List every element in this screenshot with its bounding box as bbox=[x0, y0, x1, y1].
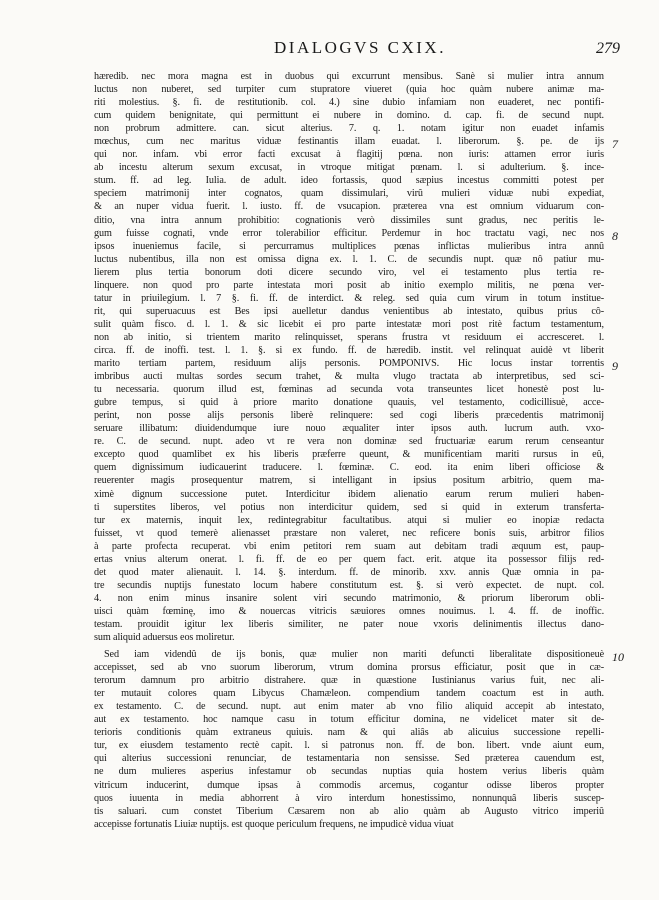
text-line: linquere. non quod pro parte intestata mori posit ab initio exemplo militis, ne pœna ver- bbox=[94, 279, 604, 291]
text-line: uisci quàm fœminę, imo & nouercas vitricis sæuiores omnes nouimus. l. 4. ff. de inoffic. bbox=[94, 605, 604, 617]
text-line: 4. non enim minus insanire solent viri secundo matrimonio, & priorum liberorum obli- bbox=[94, 592, 604, 604]
text-line: ertas vnius alterum onerat. l. fi. ff. de eo per quem fact. erit. atque ita possessor filijs red- bbox=[94, 553, 604, 565]
page-number: 279 bbox=[596, 40, 620, 57]
text-line: ex testamento. C. de secund. nupt. aut enim mater ab vno filio aliquid accepit ab intestato, bbox=[94, 701, 604, 713]
text-line: lierem plus tertia bonorum doti dicere secundo viro, vel ei testamento plus tertia re- bbox=[94, 266, 604, 278]
text-line: Sed iam videndû de ijs bonis, quæ mulier non mariti defuncti liberalitate dispositioneuè bbox=[104, 649, 604, 661]
text-line: à parte profecta recuperat. vbi enim petitori rem suam aut debitam tradi æquum est, paup- bbox=[94, 540, 604, 552]
marginal-note-number: 7 bbox=[612, 137, 618, 152]
text-line: tatur in priuilegium. l. 7 §. fi. ff. de interdict. & releg. sed quia cum virum in totum institue- bbox=[94, 292, 604, 304]
text-line: cum quidem benignitate, qui permittunt ei nubere in domino. d. cap. fi. de secund nupt. bbox=[94, 110, 604, 122]
text-line: testam. prouidit igitur lex liberis similiter, ne pater noue vxoris delinimentis illectus dano- bbox=[94, 618, 604, 630]
marginal-note-number: 8 bbox=[612, 228, 618, 243]
text-line: & an nuper vidua fuerit. l. iusto. ff. de vsucapion. præterea vna est omnium viduarum con- bbox=[94, 201, 604, 213]
text-line: quem dignissimum iudicauerint traducere. l. fœminæ. C. eod. ita enim liberi officiose & bbox=[94, 462, 604, 474]
text-line: ab incestu alterum sexum excusat, in vtroque mitigat pœnam. l. si adulterium. §. ince- bbox=[94, 162, 604, 174]
text-line: accepisset, sed ab vno suorum liberorum, vtrum domina prorsus efficiatur, posit que in cæ- bbox=[94, 662, 604, 674]
text-line: sum aliquid aduersus eos moliretur. bbox=[94, 632, 235, 644]
marginal-note-number: 10 bbox=[612, 650, 624, 665]
text-line: ne dum mulieres asperius infestamur ob secundas nuptias quia hostem verius liberis quàm bbox=[94, 766, 604, 778]
text-line: ipsos inueniemus facile, si percurramus multiplices pœnas inflictas mulieribus intra annû bbox=[94, 240, 604, 252]
text-line: non ab initio, si trientem marito relinquisset, sperans frustra vt residuum ei accresceret. l. bbox=[94, 331, 604, 343]
text-line: stum. ff. ad leg. Iulia. de adult. ideo fortassis, quod sæpius incestus committi potest per bbox=[94, 175, 604, 187]
text-line: re. C. de secund. nupt. adeo vt re vera non dominæ sed fructuariæ earum rerum censeantur bbox=[94, 436, 604, 448]
text-line: accepisse fortunatis Liuiæ nuptijs. est quoque periculum frequens, ne impudicè vidua viuat bbox=[94, 818, 454, 830]
text-line: luctus non nuberet, sed turpiter cum stupratore viueret (quia hoc quàm nubere animæ ma- bbox=[94, 84, 604, 96]
text-line: marito tertiam partem, residuum alijs personis. POMPONIVS. Hic locus instar torrentis bbox=[94, 358, 604, 370]
body-text bbox=[94, 70, 604, 831]
text-line: imbribus aucti multas sordes secum trahet, & multa vlugo tractata ab interpretibus, sed sci- bbox=[94, 371, 604, 383]
text-line: aut ex testamento. hoc namque casu in totum efficitur domina, ne videlicet mater sit de- bbox=[94, 714, 604, 726]
text-line: det quod mater alienauit. l. 14. §. interdum. ff. de minorib. xxv. annis Quæ omnia in pa- bbox=[94, 566, 604, 578]
text-line: tre secundis nuptijs funestato locum habere constitutum est. §. si verò expectet. de nupt. col. bbox=[94, 579, 604, 591]
text-line: perint, non posse alijs personis liberè relinquere: sed cogi liberis præcedentis matrimonij bbox=[94, 410, 604, 422]
text-line: luctus nubentibus, illa non est omissa digna ex. l. 1. C. de secundis nupt. quæ nô patiur mu- bbox=[94, 253, 604, 265]
text-line: fuisset, vt quod temerè alienasset præstare non valeret, nec reficere bonis suis, arbitror filios bbox=[94, 527, 604, 539]
text-line: tur ex maternis, inquit lex, redintegrabitur facultatibus. atqui si mulier eo inopiæ redacta bbox=[94, 514, 604, 526]
text-line: tu necessaria. quorum illud est, fœminas ad secunda vota transeuntes licet honestè post lu- bbox=[94, 384, 604, 396]
text-line: speciem matrimonij inter cognatos, quam dissimulari, virû mulieri viduæ nubi expediat, bbox=[94, 188, 604, 200]
text-line: tur, ex eiusdem testamento rectè capit. l. si patronus non. ff. de bon. libert. vnde aiunt eum, bbox=[94, 740, 604, 752]
text-line: qui nor. infam. vbi error facti excusat à flagitij pœna. non iuris: attamen error iuris bbox=[94, 149, 604, 161]
text-line: hæredib. nec mora magna est in duobus qui excurrunt mensibus. Sanè si mulier intra annum bbox=[94, 71, 604, 82]
text-line: gubre tempus, si quid à priore marito donatione quauis, vel testamento, codicillisuè, acce- bbox=[94, 397, 604, 409]
page-header bbox=[100, 38, 620, 64]
text-line: ditio, vna intra annum prohibitio: cognationis verò dissimiles sunt gradus, nec peritis le- bbox=[94, 214, 604, 226]
running-title: DIALOGVS CXIX. bbox=[274, 38, 446, 57]
text-line: rit, qui superuacuus est Bes ipsi auelletur dandus venientibus ab intestato, quibus prius cô- bbox=[94, 305, 604, 317]
text-line: ti superstites liberos, vel potius non interdicitur quidem, sed si quid in exterum transferta- bbox=[94, 501, 604, 513]
text-line: gum fuisse cognati, vnde error tolerabilior efficitur. Perdemur in hoc tractatu vagi, nec nos bbox=[94, 227, 604, 239]
text-line: excepto quod quamlibet ex his liberis præferre queunt, & munificentiam mariti rursus in eû, bbox=[94, 449, 604, 461]
text-line: sulit quàm fisco. d. l. 1. & sic licebit ei pro parte intestatæ mori post ritè factum testamentum, bbox=[94, 318, 604, 330]
text-line: ter mutauit colores quam Libycus Chamæleon. compendium tandem coactum est in auth. bbox=[94, 688, 604, 700]
text-line: vitricum inducerint, dumque ipsas à commodis arcemus, cogantur odisse liberos propter bbox=[94, 779, 604, 791]
text-line: mœchus, cum nec maritus viduæ festinantis illam euadat. l. liberorum. §. pe. de ijs bbox=[94, 136, 604, 148]
text-line: terioris conditionis quàm extraneus quiuis. nam & qui aliâs ab alicuius successione repelli- bbox=[94, 727, 604, 739]
text-line: riti molestius. §. fi. de restitutionib. col. 4.) sine dubio infamiam non euaderet, nec pontifi- bbox=[94, 97, 604, 109]
text-line: terorum damnum pro arbitrio distrahere. quæ in quæstione Iustinianus varius fuit, nec ali- bbox=[94, 675, 604, 687]
text-line: ximè dignum successione putet. Interdicitur ibidem alienatio earum rerum mulieri haben- bbox=[94, 488, 604, 500]
text-line: quos iuuenta in media abhorrent à viro interdum honestissimo, nonnunquâ liberis suscep- bbox=[94, 792, 604, 804]
text-line: reuerenter magis prosequentur matrem, si intelligant in ipsius positum arbitrio, quem ma- bbox=[94, 475, 604, 487]
text-line: non probrum admittere. can. sicut alterius. 7. q. 1. notam igitur non euadet infamis bbox=[94, 123, 604, 135]
text-line: circa. ff. de inoffi. test. l. 1. §. si ex fundo. ff. de hæredib. instit. vel relinquat auidè vt liberit bbox=[94, 344, 604, 356]
text-line: tis saluari. cum constet Tiberium Cæsarem non ab alio quàm ab Augusto vitrico imperiû bbox=[94, 805, 604, 817]
text-line: qui alterius successioni renunciar, de testamentaria non sensisse. Sed præterea cauendum est, bbox=[94, 753, 604, 765]
marginal-note-number: 9 bbox=[612, 359, 618, 374]
text-line: seruare illibatum: diuidendumque iure nouo æqualiter inter ipsos auth. lucrum auth. vxo- bbox=[94, 423, 604, 435]
